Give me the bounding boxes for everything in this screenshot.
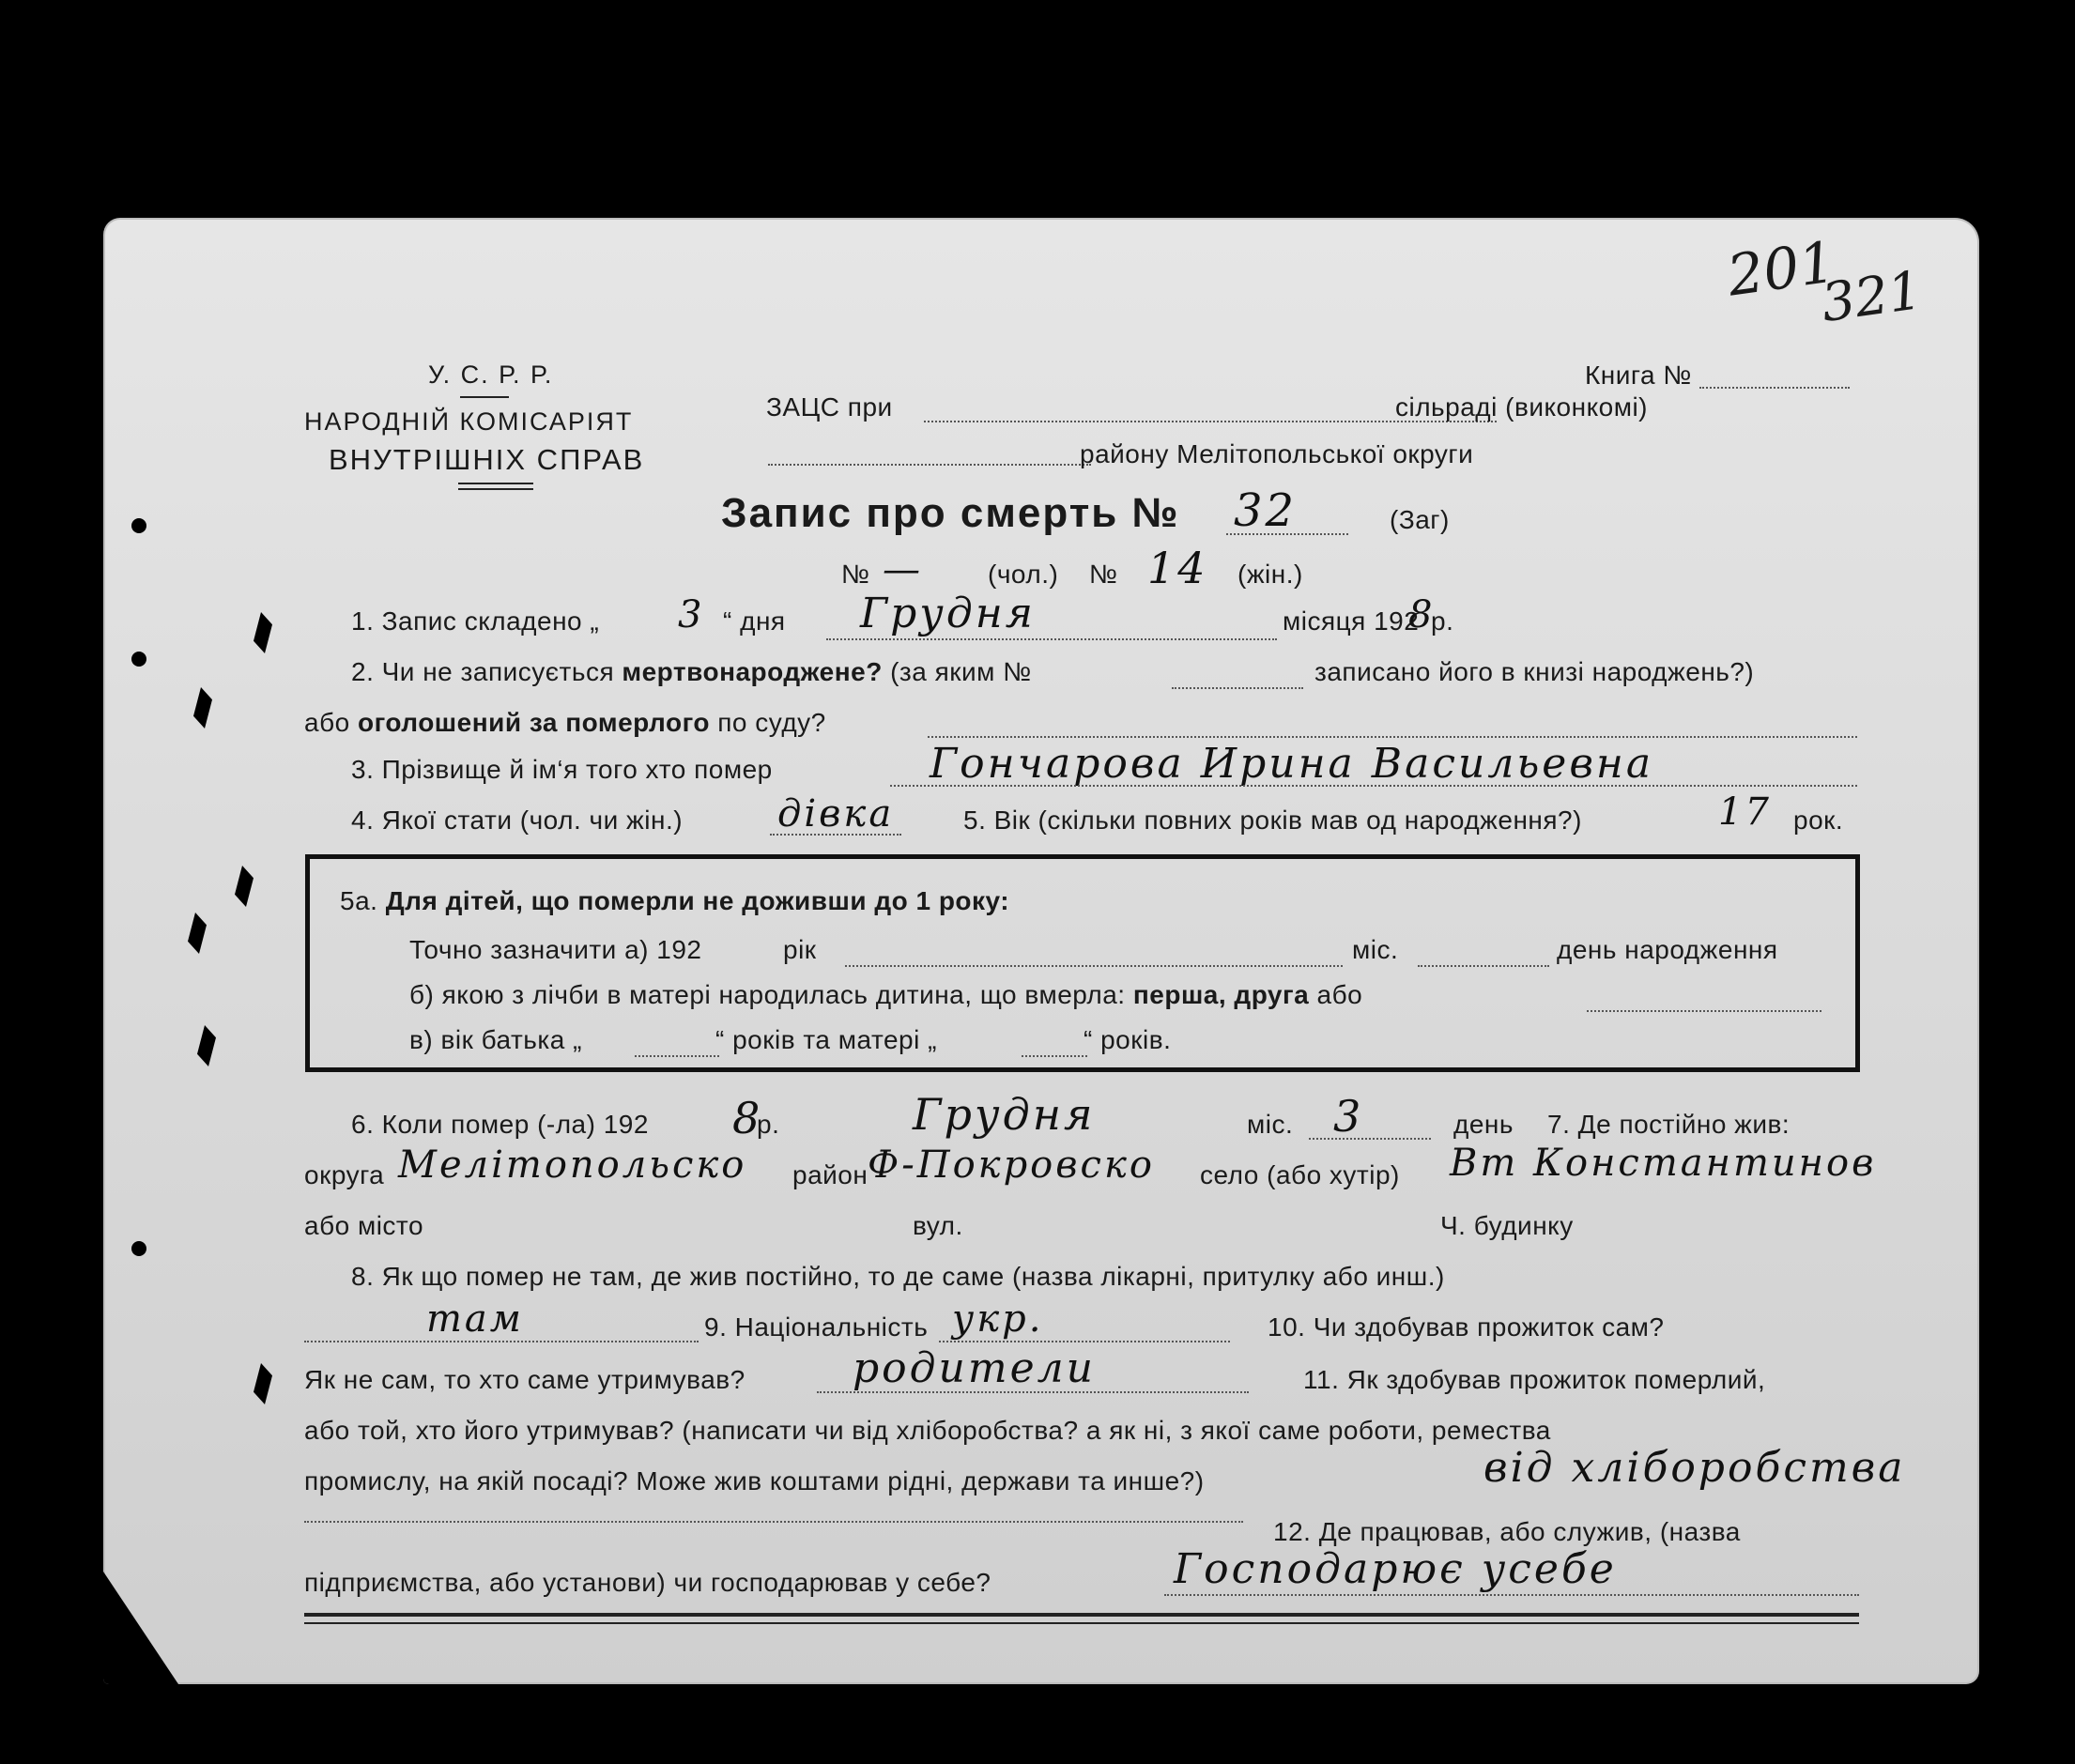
q7-vul-label: вул.: [913, 1211, 963, 1240]
q6-label: 6. Коли помер (-ла) 192: [351, 1110, 649, 1139]
q5a-line1: Точно зазначити а) 192: [409, 935, 702, 964]
q2-court-field: [928, 736, 1857, 738]
q10b-field: [817, 1391, 1249, 1393]
q5-age: 17: [1718, 790, 1772, 834]
q2-line1: 2. Чи не записується мертвонароджене? (за яким №: [351, 657, 1032, 686]
q10-label: 10. Чи здобував прожиток сам?: [1268, 1312, 1665, 1342]
q2-line2: або оголошений за померлого по суду?: [304, 708, 826, 737]
book-field: [1699, 387, 1850, 389]
q11-field: [304, 1521, 1243, 1523]
q7-misto-label: або місто: [304, 1211, 424, 1240]
bottom-rule: [304, 1622, 1859, 1624]
q2-line1-end: записано його в книзі народжень?): [1314, 657, 1755, 686]
q7-selo-value: Вт Константинов: [1450, 1142, 1877, 1185]
q4-sex: дівка: [777, 792, 895, 836]
q5a-father-age-field: [635, 1055, 719, 1057]
q7-budynok-label: Ч. будинку: [1440, 1211, 1574, 1240]
q5a-line1-day: день народження: [1557, 935, 1778, 964]
q7-raion-label: район: [792, 1160, 868, 1189]
female-number-label: (жін.): [1237, 560, 1303, 589]
q5a-line3-end: “ років.: [1084, 1025, 1172, 1054]
record-number-field: [1226, 533, 1348, 535]
q1-end: р.: [1431, 606, 1454, 636]
archive-number: 321: [1817, 259, 1926, 335]
header-republic: У. С. Р. Р.: [428, 360, 554, 389]
q10b-value: родители: [853, 1344, 1096, 1392]
q6-year-end: р.: [757, 1110, 780, 1139]
q6-day-label: день: [1453, 1110, 1514, 1139]
record-number-suffix: (Заг): [1390, 505, 1450, 534]
male-number-value: —: [883, 548, 923, 591]
q6-day-field: [1309, 1138, 1431, 1140]
q1-mid: “ дня: [723, 606, 786, 636]
q7-okruga-value: Мелітопольско: [398, 1143, 747, 1187]
punch-tear: [254, 612, 272, 653]
punch-tear: [235, 866, 254, 907]
header-divider: [458, 483, 533, 484]
q6-mis: міс.: [1247, 1110, 1294, 1139]
book-label: Книга №: [1585, 360, 1692, 390]
q6-year-digit: 8: [732, 1093, 763, 1143]
q1-day: 3: [678, 593, 705, 637]
q3-name-field: [890, 785, 1857, 787]
q11-value: від хліборобства: [1483, 1444, 1906, 1492]
q8-field: [304, 1341, 699, 1342]
q6-day: 3: [1333, 1091, 1364, 1142]
punch-tear: [188, 913, 207, 954]
q1-month: Грудня: [860, 590, 1036, 637]
q5a-line3-mid: “ років та матері „: [715, 1025, 937, 1054]
q7-raion-value: Ф-Покровско: [868, 1143, 1155, 1187]
q5a-line1-month: міс.: [1352, 935, 1399, 964]
q4-label: 4. Якої стати (чол. чи жін.): [351, 805, 684, 835]
q12-field: [1164, 1594, 1859, 1596]
q12-label: 12. Де працював, або служив, (назва: [1273, 1517, 1741, 1546]
q4-sex-field: [770, 834, 901, 836]
bottom-rule: [304, 1613, 1859, 1617]
q8-value: там: [426, 1297, 524, 1341]
archive-number: 201: [1723, 229, 1839, 310]
q10b-label: Як не сам, то хто саме утримував?: [304, 1365, 745, 1394]
punch-hole: [131, 1241, 146, 1256]
q6-month: Грудня: [913, 1089, 1096, 1140]
district-field: [768, 464, 1091, 466]
q12-line2: підприємства, або установи) чи господарював у себе?: [304, 1568, 991, 1597]
q1-month-field: [826, 638, 1277, 640]
q7-label: 7. Де постійно жив:: [1547, 1110, 1791, 1139]
header-ministry: ВНУТРІШНІХ СПРАВ: [329, 443, 645, 476]
q9-label: 9. Національність: [704, 1312, 929, 1342]
punch-hole: [131, 518, 146, 533]
q5a-line3: в) вік батька „: [409, 1025, 582, 1054]
female-number-prefix: №: [1089, 560, 1118, 589]
q5-label: 5. Вік (скільки повних років мав од народження?): [963, 805, 1582, 835]
q1-year-label: місяця 192: [1283, 606, 1420, 636]
header-divider: [458, 488, 533, 490]
male-number-label: (чол.): [988, 560, 1059, 589]
q9-field: [939, 1341, 1230, 1342]
q2-number-field: [1172, 687, 1303, 689]
q9-value: укр.: [952, 1297, 1044, 1341]
zags-label: ЗАЦС при: [766, 392, 893, 422]
q1-year-digit: 8: [1408, 593, 1436, 637]
council-label: сільраді (виконкомі): [1395, 392, 1648, 422]
q5a-order-field: [1587, 1010, 1821, 1012]
q3-name: Гончарова Ирина Васильевна: [930, 740, 1654, 788]
q8-label: 8. Як що помер не там, де жив постійно, то де саме (назва лікарні, притулку або инш.): [351, 1262, 1445, 1291]
q12-value: Господарює усебе: [1174, 1545, 1617, 1593]
q5a-line1-year: рік: [783, 935, 817, 964]
torn-corner: [103, 1572, 178, 1684]
q5-age-unit: рок.: [1793, 805, 1844, 835]
q5a-title: 5а. Для дітей, що померли не доживши до 1 року:: [340, 886, 1010, 915]
record-number: 32: [1234, 484, 1298, 537]
male-number-prefix: №: [841, 560, 870, 589]
q5a-year-field: [845, 965, 1343, 967]
q1-label: 1. Запис складено „: [351, 606, 600, 636]
district-label: району Мелітопольської округи: [1080, 439, 1474, 468]
q3-label: 3. Прізвище й ім‘я того хто помер: [351, 755, 773, 784]
punch-tear: [193, 687, 212, 729]
q5a-month-field: [1418, 965, 1549, 967]
female-number-value: 14: [1147, 543, 1208, 593]
q11-label: 11. Як здобував прожиток померлий,: [1303, 1365, 1766, 1394]
death-record-form: [103, 218, 1979, 1684]
header-commissariat: НАРОДНІЙ КОМІСАРІЯТ: [304, 407, 634, 436]
header-divider: [460, 396, 509, 398]
page-title: Запис про смерть №: [721, 490, 1180, 536]
q7-selo-label: село (або хутір): [1200, 1160, 1400, 1189]
q11-line2: або той, хто його утримував? (написати чи від хліборобства? а як ні, з якої саме роботи, ремества: [304, 1416, 1551, 1445]
punch-hole: [131, 652, 146, 667]
punch-tear: [254, 1363, 272, 1404]
q5a-line2: б) якою з лічби в матері народилась дитина, що вмерла: перша, друга або: [409, 980, 1363, 1009]
q7-okruga-label: округа: [304, 1160, 385, 1189]
q11-line3: промислу, на якій посаді? Може жив коштами рідні, держави та инше?): [304, 1466, 1205, 1496]
punch-tear: [197, 1025, 216, 1066]
q5a-mother-age-field: [1022, 1055, 1087, 1057]
